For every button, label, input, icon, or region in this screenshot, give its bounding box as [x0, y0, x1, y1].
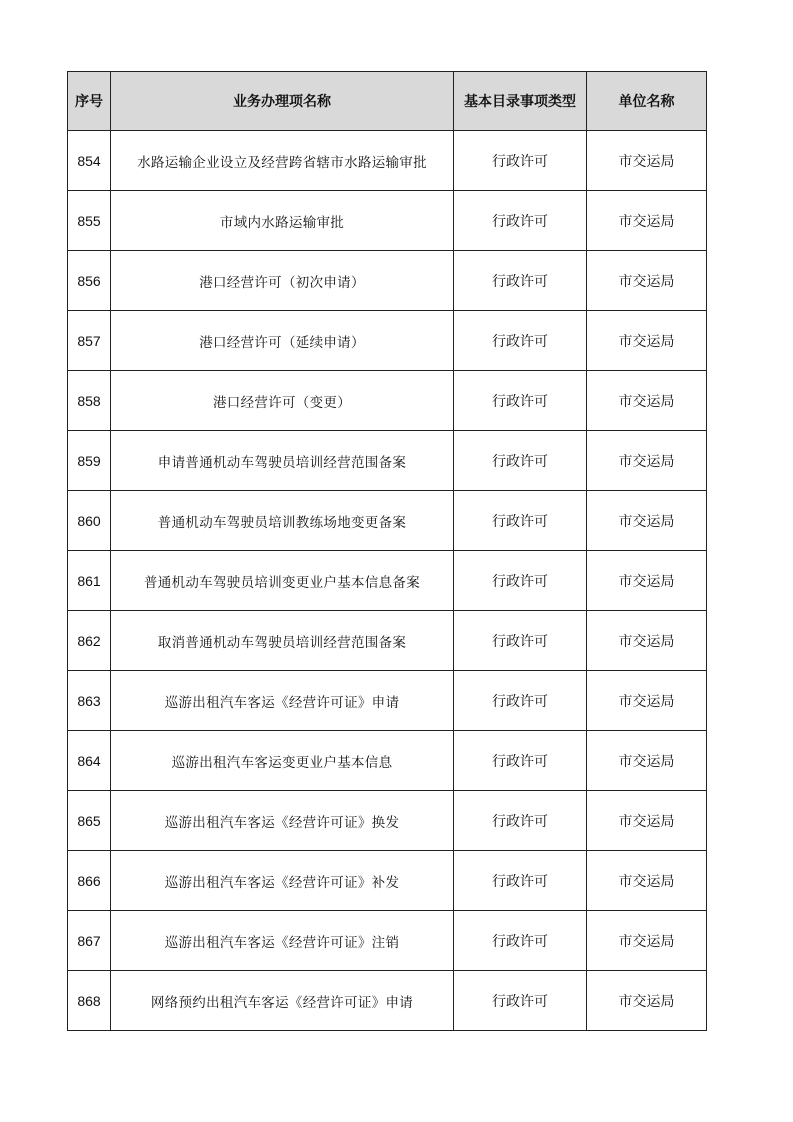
row-item-name-cell: 巡游出租汽车客运《经营许可证》申请 [111, 671, 454, 731]
row-item-name-cell: 巡游出租汽车客运《经营许可证》换发 [111, 791, 454, 851]
table-row [68, 491, 707, 551]
row-seq-cell: 866 [68, 851, 111, 911]
table-row [68, 611, 707, 671]
row-unit-cell: 市交运局 [587, 431, 707, 491]
row-seq-cell: 861 [68, 551, 111, 611]
row-unit-cell: 市交运局 [587, 971, 707, 1031]
table-row [68, 311, 707, 371]
row-item-name-cell: 港口经营许可（初次申请） [111, 251, 454, 311]
row-unit-cell: 市交运局 [587, 551, 707, 611]
row-item-type-cell: 行政许可 [454, 251, 587, 311]
table-body [68, 131, 707, 1031]
row-unit-cell: 市交运局 [587, 131, 707, 191]
row-item-type-cell: 行政许可 [454, 791, 587, 851]
row-item-name-cell: 港口经营许可（延续申请） [111, 311, 454, 371]
row-seq-cell: 863 [68, 671, 111, 731]
table-row [68, 791, 707, 851]
row-item-type-cell: 行政许可 [454, 911, 587, 971]
row-unit-cell: 市交运局 [587, 311, 707, 371]
table-row [68, 671, 707, 731]
row-seq-cell: 864 [68, 731, 111, 791]
row-unit-cell: 市交运局 [587, 671, 707, 731]
row-unit-cell: 市交运局 [587, 851, 707, 911]
row-seq-cell: 854 [68, 131, 111, 191]
table-row [68, 371, 707, 431]
header-unit-name: 单位名称 [587, 72, 707, 131]
table-row [68, 971, 707, 1031]
row-seq-cell: 868 [68, 971, 111, 1031]
row-item-type-cell: 行政许可 [454, 551, 587, 611]
row-seq-cell: 867 [68, 911, 111, 971]
row-item-type-cell: 行政许可 [454, 671, 587, 731]
row-item-name-cell: 申请普通机动车驾驶员培训经营范围备案 [111, 431, 454, 491]
row-item-type-cell: 行政许可 [454, 191, 587, 251]
row-item-name-cell: 市域内水路运输审批 [111, 191, 454, 251]
row-item-name-cell: 取消普通机动车驾驶员培训经营范围备案 [111, 611, 454, 671]
row-item-type-cell: 行政许可 [454, 371, 587, 431]
row-seq-cell: 865 [68, 791, 111, 851]
row-unit-cell: 市交运局 [587, 251, 707, 311]
row-item-name-cell: 巡游出租汽车客运《经营许可证》注销 [111, 911, 454, 971]
row-seq-cell: 858 [68, 371, 111, 431]
row-item-type-cell: 行政许可 [454, 491, 587, 551]
table-header [68, 72, 707, 131]
header-item-name: 业务办理项名称 [111, 72, 454, 131]
row-seq-cell: 855 [68, 191, 111, 251]
row-item-type-cell: 行政许可 [454, 311, 587, 371]
row-unit-cell: 市交运局 [587, 611, 707, 671]
row-unit-cell: 市交运局 [587, 491, 707, 551]
row-seq-cell: 862 [68, 611, 111, 671]
table-row [68, 851, 707, 911]
header-seq: 序号 [68, 72, 111, 131]
row-unit-cell: 市交运局 [587, 731, 707, 791]
row-item-type-cell: 行政许可 [454, 731, 587, 791]
row-seq-cell: 856 [68, 251, 111, 311]
table-row [68, 131, 707, 191]
row-item-name-cell: 巡游出租汽车客运《经营许可证》补发 [111, 851, 454, 911]
row-item-type-cell: 行政许可 [454, 611, 587, 671]
row-item-name-cell: 普通机动车驾驶员培训教练场地变更备案 [111, 491, 454, 551]
row-seq-cell: 860 [68, 491, 111, 551]
row-seq-cell: 859 [68, 431, 111, 491]
row-item-type-cell: 行政许可 [454, 431, 587, 491]
header-row [68, 72, 707, 131]
table-row [68, 191, 707, 251]
service-items-table [67, 71, 707, 1031]
row-item-name-cell: 水路运输企业设立及经营跨省辖市水路运输审批 [111, 131, 454, 191]
table-row [68, 551, 707, 611]
row-item-type-cell: 行政许可 [454, 131, 587, 191]
row-seq-cell: 857 [68, 311, 111, 371]
row-item-name-cell: 巡游出租汽车客运变更业户基本信息 [111, 731, 454, 791]
row-item-type-cell: 行政许可 [454, 851, 587, 911]
row-item-name-cell: 普通机动车驾驶员培训变更业户基本信息备案 [111, 551, 454, 611]
table-row [68, 431, 707, 491]
row-item-name-cell: 网络预约出租汽车客运《经营许可证》申请 [111, 971, 454, 1031]
header-item-type: 基本目录事项类型 [454, 72, 587, 131]
table-row [68, 731, 707, 791]
row-unit-cell: 市交运局 [587, 791, 707, 851]
row-unit-cell: 市交运局 [587, 371, 707, 431]
row-item-name-cell: 港口经营许可（变更） [111, 371, 454, 431]
table-row [68, 911, 707, 971]
row-unit-cell: 市交运局 [587, 191, 707, 251]
table-row [68, 251, 707, 311]
row-unit-cell: 市交运局 [587, 911, 707, 971]
row-item-type-cell: 行政许可 [454, 971, 587, 1031]
